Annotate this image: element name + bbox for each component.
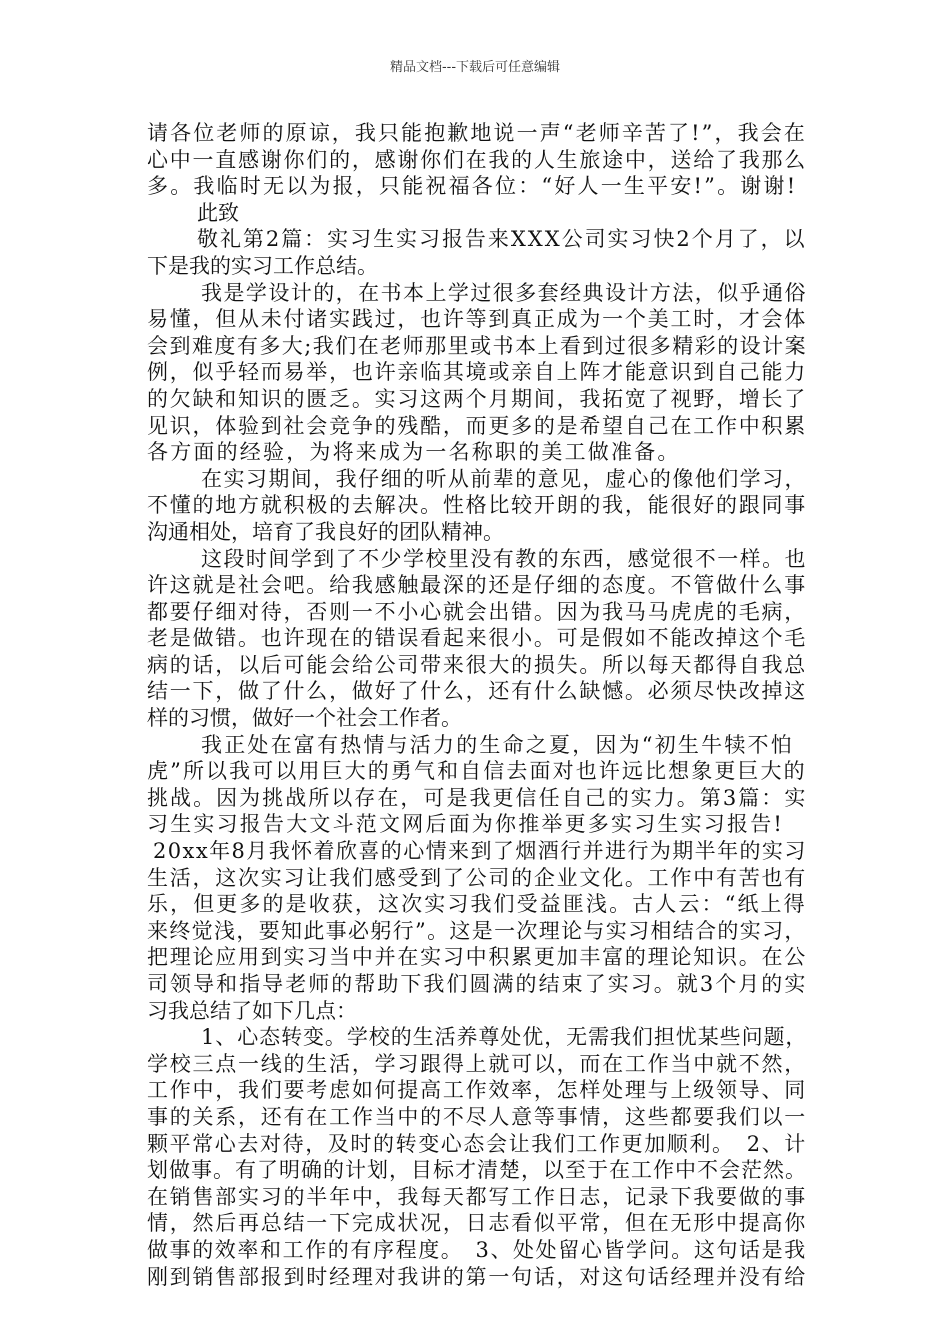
text-line: 把理论应用到实习当中并在实习中积累更加丰富的理论知识。在公 <box>147 945 807 970</box>
text-line: 颗平常心去对待，及时的转变心态会让我们工作更加顺利。 2、计 <box>147 1131 807 1156</box>
text-line: 心中一直感谢你们的，感谢你们在我的人生旅途中，送给了我那么 <box>147 147 807 172</box>
text-line: 不懂的地方就积极的去解决。性格比较开朗的我，能很好的跟同事 <box>147 493 807 518</box>
text-line: 学校三点一线的生活，学习跟得上就可以，而在工作当中就不然， <box>147 1051 807 1076</box>
text-line: 挑战。因为挑战所以存在，可是我更信任自己的实力。第3篇：实 <box>147 785 808 810</box>
text-line: 都要仔细对待，否则一不小心就会出错。因为我马马虎虎的毛病， <box>147 599 807 624</box>
text-line: 来终觉浅，要知此事必躬行”。这是一次理论与实习相结合的实习， <box>147 918 807 943</box>
text-line: 在销售部实习的半年中，我每天都写工作日志，记录下我要做的事 <box>147 1184 807 1209</box>
text-line: 划做事。有了明确的计划，目标才清楚，以至于在工作中不会茫然。 <box>147 1158 807 1183</box>
text-line: 会到难度有多大;我们在老师那里或书本上看到过很多精彩的设计案 <box>147 333 808 358</box>
text-line: 工作中，我们要考虑如何提高工作效率，怎样处理与上级领导、同 <box>147 1078 807 1103</box>
text-line: 许这就是社会吧。给我感触最深的还是仔细的态度。不管做什么事 <box>147 573 807 598</box>
text-line: 结一下，做了什么，做好了什么，还有什么缺憾。必须尽快改掉这 <box>147 679 807 704</box>
text-line: 老是做错。也许现在的错误看起来很小。可是假如不能改掉这个毛 <box>147 626 807 651</box>
text-line: 下是我的实习工作总结。 <box>147 253 378 278</box>
text-line: 乐，但更多的是收获，这次实习我们受益匪浅。古人云：“纸上得 <box>147 892 807 917</box>
text-line: 习我总结了如下几点： <box>147 998 357 1023</box>
text-line: 我是学设计的，在书本上学过很多套经典设计方法，似乎通俗 <box>201 280 807 305</box>
text-line: 在实习期间，我仔细的听从前辈的意见，虚心的像他们学习， <box>201 466 807 491</box>
text-line: 沟通相处，培育了我良好的团队精神。 <box>147 519 504 544</box>
text-line: 例，似乎轻而易举，也许亲临其境或亲自上阵才能意识到自己能力 <box>147 360 807 385</box>
text-line: 生活，这次实习让我们感受到了公司的企业文化。工作中有苦也有 <box>147 865 807 890</box>
text-line: 事的关系，还有在工作当中的不尽人意等事情，这些都要我们以一 <box>147 1104 807 1129</box>
text-line: 情，然后再总结一下完成状况，日志看似平常，但在无形中提高你 <box>147 1211 807 1236</box>
text-line: 敬礼第2篇：实习生实习报告来XXX公司实习快2个月了，以 <box>197 227 807 252</box>
page-header: 精品文档---下载后可任意编辑 <box>389 60 561 75</box>
text-line: 做事的效率和工作的有序程度。 3、处处留心皆学问。这句话是我 <box>147 1237 807 1262</box>
document-body <box>147 120 807 1290</box>
text-line: 的欠缺和知识的匮乏。实习这两个月期间，我拓宽了视野，增长了 <box>147 386 807 411</box>
text-line: 我正处在富有热情与活力的生命之夏，因为“初生牛犊不怕 <box>201 732 794 757</box>
text-line: 病的话，以后可能会给公司带来很大的损失。所以每天都得自我总 <box>147 652 807 677</box>
text-line: 1、心态转变。学校的生活养尊处优，无需我们担忧某些问题， <box>201 1025 808 1050</box>
text-line: 习生实习报告大文斗范文网后面为你推举更多实习生实习报告! <box>147 812 785 837</box>
text-line: 司领导和指导老师的帮助下我们圆满的结束了实习。就3个月的实 <box>147 972 808 996</box>
text-line: 请各位老师的原谅，我只能抱歉地说一声“老师辛苦了!”，我会在 <box>147 121 807 145</box>
text-line: 各方面的经验，为将来成为一名称职的美工做准备。 <box>147 440 681 465</box>
text-line: 20xx年8月我怀着欣喜的心情来到了烟酒行并进行为期半年的实习 <box>153 839 807 864</box>
text-line: 刚到销售部报到时经理对我讲的第一句话，对这句话经理并没有给 <box>147 1264 807 1289</box>
text-line: 虎”所以我可以用巨大的勇气和自信去面对也许远比想象更巨大的 <box>147 759 807 784</box>
text-line: 见识，体验到社会竞争的残酷，而更多的是希望自己在工作中积累 <box>147 413 807 438</box>
text-line: 这段时间学到了不少学校里没有教的东西，感觉很不一样。也 <box>201 546 807 571</box>
text-line: 多。我临时无以为报，只能祝福各位：“好人一生平安!”。谢谢! <box>147 174 798 199</box>
text-line: 易懂，但从未付诸实践过，也许等到真正成为一个美工时，才会体 <box>147 307 807 332</box>
text-line: 此致 <box>197 200 239 225</box>
text-line: 样的习惯，做好一个社会工作者。 <box>147 706 462 731</box>
